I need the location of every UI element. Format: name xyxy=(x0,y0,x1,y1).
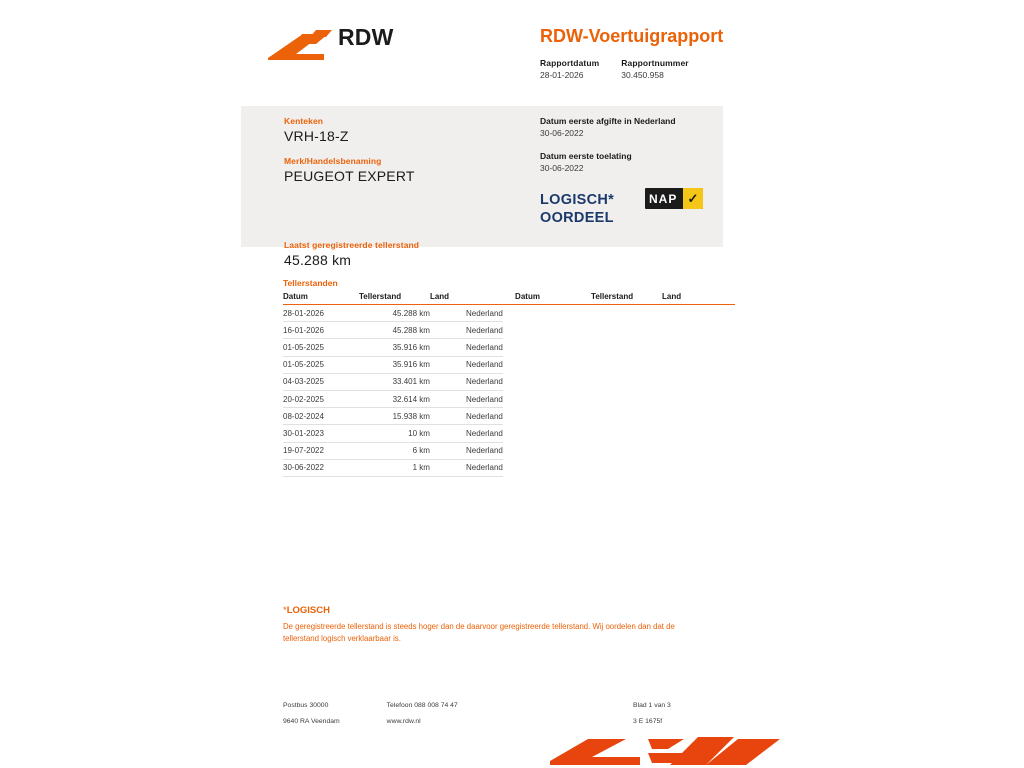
cell-spacer xyxy=(503,425,515,442)
footer-page-number: Blad 1 van 3 xyxy=(633,702,671,709)
kenteken-value: VRH-18-Z xyxy=(284,128,349,144)
rdw-wordmark: RDW xyxy=(338,24,394,50)
meta-rapportnummer xyxy=(621,58,688,80)
cell-land: Nederland xyxy=(430,442,503,459)
cell-tellerstand-2 xyxy=(591,390,662,407)
cell-spacer xyxy=(503,408,515,425)
cell-tellerstand-2 xyxy=(591,305,662,322)
footer-row-2 xyxy=(283,718,735,725)
first-issue-nl-label: Datum eerste afgifte in Nederland xyxy=(540,116,676,126)
meta-rapportnummer-value: 30.450.958 xyxy=(621,70,664,80)
cell-tellerstand: 15.938 km xyxy=(359,408,430,425)
cell-spacer xyxy=(503,390,515,407)
odometer-value: 45.288 km xyxy=(284,252,352,268)
table-header-row xyxy=(283,292,735,305)
cell-tellerstand-2 xyxy=(591,408,662,425)
cell-spacer xyxy=(503,442,515,459)
first-admission-value: 30-06-2022 xyxy=(540,163,584,173)
cell-tellerstand-2 xyxy=(591,322,662,339)
cell-datum-2 xyxy=(515,408,591,425)
cell-datum-2 xyxy=(515,373,591,390)
cell-spacer xyxy=(503,356,515,373)
cell-land-2 xyxy=(662,322,735,339)
footer-address-line2: 9640 RA Veendam xyxy=(283,718,340,725)
table-row xyxy=(283,356,735,373)
cell-tellerstand-2 xyxy=(591,442,662,459)
cell-land: Nederland xyxy=(430,356,503,373)
cell-land-2 xyxy=(662,425,735,442)
cell-tellerstand: 35.916 km xyxy=(359,339,430,356)
cell-spacer xyxy=(503,305,515,322)
cell-tellerstand: 10 km xyxy=(359,425,430,442)
cell-tellerstand-2 xyxy=(591,339,662,356)
table-row xyxy=(283,459,735,476)
meta-rapportdatum-label: Rapportdatum xyxy=(540,58,600,68)
cell-land: Nederland xyxy=(430,339,503,356)
cell-datum: 04-03-2025 xyxy=(283,373,359,390)
meta-rapportdatum xyxy=(540,58,599,80)
table-row xyxy=(283,408,735,425)
footer-address-line1: Postbus 30000 xyxy=(283,702,329,709)
cell-land-2 xyxy=(662,373,735,390)
cell-land: Nederland xyxy=(430,390,503,407)
verdict-line-2: OORDEEL xyxy=(540,210,614,227)
cell-tellerstand-2 xyxy=(591,373,662,390)
cell-tellerstand-2 xyxy=(591,425,662,442)
footer-row-1 xyxy=(283,702,735,709)
cell-spacer xyxy=(503,373,515,390)
footnote-star: * xyxy=(283,605,287,616)
cell-land-2 xyxy=(662,390,735,407)
footer-phone: Telefoon 088 008 74 47 xyxy=(386,702,458,709)
page-title: RDW-Voertuigrapport xyxy=(540,26,724,46)
cell-datum: 30-06-2022 xyxy=(283,459,359,476)
cell-datum: 19-07-2022 xyxy=(283,442,359,459)
col-spacer xyxy=(503,292,515,305)
cell-land: Nederland xyxy=(430,322,503,339)
col-header-land: Land xyxy=(430,292,503,305)
cell-tellerstand: 35.916 km xyxy=(359,356,430,373)
table-row xyxy=(283,339,735,356)
table-row xyxy=(283,305,735,322)
meta-rapportnummer-label: Rapportnummer xyxy=(621,58,689,68)
cell-land-2 xyxy=(662,356,735,373)
cell-datum: 01-05-2025 xyxy=(283,339,359,356)
merk-label: Merk/Handelsbenaming xyxy=(284,156,382,166)
cell-spacer xyxy=(503,459,515,476)
table-row xyxy=(283,322,735,339)
first-issue-nl-value: 30-06-2022 xyxy=(540,128,584,138)
cell-datum-2 xyxy=(515,305,591,322)
cell-tellerstand: 1 km xyxy=(359,459,430,476)
cell-datum-2 xyxy=(515,442,591,459)
cell-land: Nederland xyxy=(430,425,503,442)
vehicle-summary-left xyxy=(284,116,514,280)
footnote-text: De geregistreerde tellerstand is steeds hoger dan de daarvoor geregistreerde tellerstand. Wij oordelen dan dat de tellerstand logisch verklaarbaar is. xyxy=(283,622,675,644)
footer-website: www.rdw.nl xyxy=(386,718,421,725)
cell-land: Nederland xyxy=(430,305,503,322)
kenteken-label: Kenteken xyxy=(284,116,324,126)
col-header-datum: Datum xyxy=(283,292,359,305)
vehicle-summary-right xyxy=(540,116,720,186)
cell-datum-2 xyxy=(515,356,591,373)
cell-tellerstand: 45.288 km xyxy=(359,322,430,339)
footer-form-code: 3 E 1675f xyxy=(633,718,663,725)
verdict-text xyxy=(540,191,614,227)
page-footer xyxy=(283,702,735,734)
col-header-land-2: Land xyxy=(662,292,735,305)
cell-tellerstand: 6 km xyxy=(359,442,430,459)
readings-table-body xyxy=(283,305,735,477)
cell-datum: 08-02-2024 xyxy=(283,408,359,425)
col-header-datum-2: Datum xyxy=(515,292,591,305)
cell-spacer xyxy=(503,322,515,339)
col-header-tellerstand: Tellerstand xyxy=(359,292,430,305)
merk-value: PEUGEOT EXPERT xyxy=(284,168,415,184)
table-row xyxy=(283,425,735,442)
cell-datum-2 xyxy=(515,390,591,407)
first-admission-label: Datum eerste toelating xyxy=(540,151,632,161)
cell-land: Nederland xyxy=(430,459,503,476)
cell-land-2 xyxy=(662,442,735,459)
cell-datum: 16-01-2026 xyxy=(283,322,359,339)
cell-tellerstand: 32.614 km xyxy=(359,390,430,407)
check-icon: ✓ xyxy=(683,188,703,209)
cell-tellerstand-2 xyxy=(591,356,662,373)
cell-tellerstand: 45.288 km xyxy=(359,305,430,322)
cell-land: Nederland xyxy=(430,373,503,390)
footnote xyxy=(283,605,703,646)
cell-datum: 30-01-2023 xyxy=(283,425,359,442)
report-meta xyxy=(540,58,689,80)
cell-land-2 xyxy=(662,339,735,356)
cell-land-2 xyxy=(662,408,735,425)
col-header-tellerstand-2: Tellerstand xyxy=(591,292,662,305)
cell-tellerstand-2 xyxy=(591,459,662,476)
table-row xyxy=(283,442,735,459)
table-row xyxy=(283,390,735,407)
cell-datum: 20-02-2025 xyxy=(283,390,359,407)
readings-section xyxy=(283,278,735,477)
cell-datum-2 xyxy=(515,322,591,339)
vehicle-summary-panel xyxy=(241,106,723,268)
nap-badge xyxy=(645,188,703,209)
cell-datum: 28-01-2026 xyxy=(283,305,359,322)
table-row xyxy=(283,373,735,390)
cell-datum-2 xyxy=(515,425,591,442)
verdict-line-1: LOGISCH* xyxy=(540,192,615,208)
cell-datum-2 xyxy=(515,339,591,356)
readings-table xyxy=(283,292,735,477)
cell-land-2 xyxy=(662,305,735,322)
nap-label: NAP xyxy=(649,191,678,206)
cell-datum: 01-05-2025 xyxy=(283,356,359,373)
readings-title: Tellerstanden xyxy=(283,278,338,288)
cell-land: Nederland xyxy=(430,408,503,425)
odometer-label: Laatst geregistreerde tellerstand xyxy=(284,240,420,250)
cell-land-2 xyxy=(662,459,735,476)
footnote-title xyxy=(283,605,703,616)
footnote-title-text: LOGISCH xyxy=(286,605,330,616)
meta-rapportdatum-value: 28-01-2026 xyxy=(540,70,584,80)
cell-datum-2 xyxy=(515,459,591,476)
cell-tellerstand: 33.401 km xyxy=(359,373,430,390)
cell-spacer xyxy=(503,339,515,356)
rdw-footer-logo-icon xyxy=(548,735,788,768)
